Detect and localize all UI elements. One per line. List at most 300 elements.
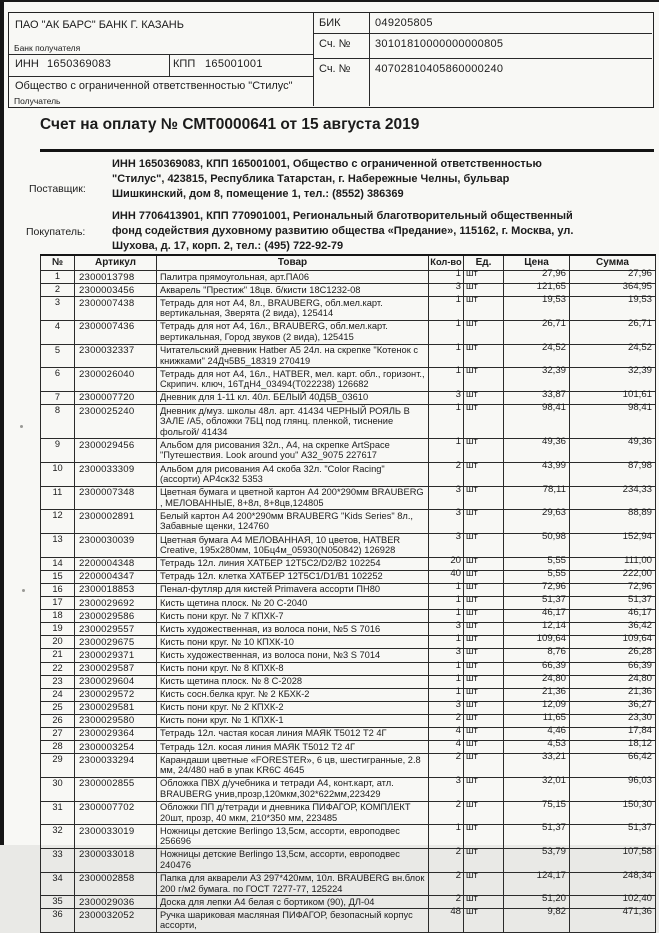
row-number-cell: 10 <box>41 463 75 487</box>
price-cell: 4,53 <box>504 741 570 754</box>
price-cell: 33,21 <box>504 754 570 778</box>
unit-cell: шт <box>464 297 504 321</box>
price-cell: 12,14 <box>504 623 570 636</box>
product-cell: Пенал-футляр для кистей Primavera ассорти ПН80 <box>157 583 429 596</box>
price-cell: 24,80 <box>504 675 570 688</box>
sum-cell: 46,17 <box>570 610 656 623</box>
sum-cell: 36,27 <box>570 701 656 714</box>
price-cell: 50,98 <box>504 534 570 558</box>
row-number-cell: 30 <box>41 777 75 801</box>
qty-cell: 1 <box>429 583 464 596</box>
price-cell: 9,82 <box>504 909 570 933</box>
payee-name: Общество с ограниченной ответственностью "Стилус" <box>15 80 293 92</box>
price-cell: 98,41 <box>504 405 570 439</box>
price-cell: 24,52 <box>504 344 570 368</box>
table-row <box>41 825 656 849</box>
article-cell: 2300029036 <box>75 896 157 909</box>
qty-cell: 2 <box>429 754 464 778</box>
price-cell: 121,65 <box>504 284 570 297</box>
product-cell: Дневник для 1-11 кл. 40л. БЕЛЫЙ 40Д5В_03610 <box>157 391 429 404</box>
price-cell: 53,79 <box>504 848 570 872</box>
article-cell: 2300033019 <box>75 825 157 849</box>
product-cell: Тетрадь 12л. линия ХАТБЕР 12Т5С2/D2/В2 102254 <box>157 557 429 570</box>
article-cell: 2300029557 <box>75 623 157 636</box>
article-cell: 2300007436 <box>75 320 157 344</box>
sum-cell: 21,36 <box>570 688 656 701</box>
article-cell: 2300030039 <box>75 534 157 558</box>
qty-cell: 1 <box>429 344 464 368</box>
corr-account-value: 30101810000000000805 <box>375 38 504 50</box>
qty-cell: 40 <box>429 570 464 583</box>
qty-cell: 3 <box>429 534 464 558</box>
price-cell: 11,65 <box>504 714 570 727</box>
price-cell: 12,09 <box>504 701 570 714</box>
sum-cell: 32,39 <box>570 368 656 392</box>
bank-label: Банк получателя <box>14 43 81 53</box>
items-table <box>40 254 656 933</box>
table-row <box>41 405 656 439</box>
unit-cell: шт <box>464 597 504 610</box>
divider <box>369 13 370 106</box>
sum-cell: 18,12 <box>570 741 656 754</box>
row-number-cell: 25 <box>41 701 75 714</box>
product-cell: Тетрадь 12л. частая косая линия МАЯК Т5012 Т2 4Г <box>157 727 429 740</box>
unit-cell: шт <box>464 486 504 510</box>
sum-cell: 471,36 <box>570 909 656 933</box>
qty-cell: 2 <box>429 872 464 896</box>
qty-cell: 1 <box>429 439 464 463</box>
product-cell: Кисть щетина плоск. № 8 С-2028 <box>157 675 429 688</box>
inn-value: 1650369083 <box>47 58 112 70</box>
row-number-cell: 7 <box>41 391 75 404</box>
product-cell: Акварель "Престиж" 18цв. б/кисти 18С1232-08 <box>157 284 429 297</box>
product-cell: Кисть пони круг. № 8 КПХК-8 <box>157 662 429 675</box>
price-cell: 27,96 <box>504 271 570 284</box>
table-row <box>41 909 656 933</box>
article-cell: 2300029364 <box>75 727 157 740</box>
qty-cell: 3 <box>429 649 464 662</box>
article-cell: 2300007702 <box>75 801 157 825</box>
article-cell: 2300002858 <box>75 872 157 896</box>
product-cell: Альбом для рисования 32л., А4, на скрепке ArtSpace "Путешествия. Look around you" А32_9075 227617 <box>157 439 429 463</box>
row-number-cell: 28 <box>41 741 75 754</box>
table-row <box>41 320 656 344</box>
product-cell: Обложка ПВХ д/учебника и тетради А4, конт.карт, атл. BRAUBERG унив,прозр,120мкм,302*622мм,223429 <box>157 777 429 801</box>
account-value: 40702810405860000240 <box>375 63 504 75</box>
product-cell: Цветная бумага и цветной картон А4 200*290мм BRAUBERG , МЕЛОВАННЫЕ, 8+8л, 8+8цв,124805 <box>157 486 429 510</box>
article-cell: 2300026040 <box>75 368 157 392</box>
row-number-cell: 26 <box>41 714 75 727</box>
table-row <box>41 368 656 392</box>
inn-label: ИНН <box>15 58 39 70</box>
supplier-label: Поставщик: <box>29 183 86 195</box>
product-cell: Кисть художественная, из волоса пони, №3 S 7014 <box>157 649 429 662</box>
unit-cell: шт <box>464 727 504 740</box>
row-number-cell: 32 <box>41 825 75 849</box>
sum-cell: 96,03 <box>570 777 656 801</box>
qty-cell: 2 <box>429 848 464 872</box>
payee-label: Получатель <box>14 96 61 106</box>
price-cell: 26,71 <box>504 320 570 344</box>
price-cell: 66,39 <box>504 662 570 675</box>
price-cell: 51,20 <box>504 896 570 909</box>
row-number-cell: 20 <box>41 636 75 649</box>
row-number-cell: 33 <box>41 848 75 872</box>
divider <box>169 54 170 76</box>
unit-cell: шт <box>464 741 504 754</box>
unit-cell: шт <box>464 271 504 284</box>
unit-cell: шт <box>464 583 504 596</box>
kpp-label: КПП <box>173 58 196 70</box>
product-cell: Альбом для рисования А4 скоба 32л. "Color Racing" (ассорти) АР4ск32 5353 <box>157 463 429 487</box>
article-cell: 2300002891 <box>75 510 157 534</box>
unit-cell: шт <box>464 777 504 801</box>
qty-cell: 3 <box>429 777 464 801</box>
unit-cell: шт <box>464 909 504 933</box>
header-price: Цена <box>504 255 570 271</box>
sum-cell: 87,98 <box>570 463 656 487</box>
sum-cell: 152,94 <box>570 534 656 558</box>
article-cell: 2300029580 <box>75 714 157 727</box>
sum-cell: 27,96 <box>570 271 656 284</box>
unit-cell: шт <box>464 701 504 714</box>
header-sum: Сумма <box>570 255 656 271</box>
row-number-cell: 34 <box>41 872 75 896</box>
sum-cell: 88,89 <box>570 510 656 534</box>
sum-cell: 364,95 <box>570 284 656 297</box>
row-number-cell: 2 <box>41 284 75 297</box>
qty-cell: 4 <box>429 727 464 740</box>
sum-cell: 109,64 <box>570 636 656 649</box>
unit-cell: шт <box>464 344 504 368</box>
price-cell: 32,01 <box>504 777 570 801</box>
qty-cell: 48 <box>429 909 464 933</box>
price-cell: 78,11 <box>504 486 570 510</box>
article-cell: 2300013798 <box>75 271 157 284</box>
qty-cell: 1 <box>429 825 464 849</box>
price-cell: 124,17 <box>504 872 570 896</box>
product-cell: Доска для лепки А4 белая с бортиком (90), ДЛ-04 <box>157 896 429 909</box>
qty-cell: 3 <box>429 284 464 297</box>
unit-cell: шт <box>464 848 504 872</box>
sum-cell: 19,53 <box>570 297 656 321</box>
unit-cell: шт <box>464 439 504 463</box>
row-number-cell: 4 <box>41 320 75 344</box>
table-row <box>41 439 656 463</box>
price-cell: 46,17 <box>504 610 570 623</box>
unit-cell: шт <box>464 662 504 675</box>
row-number-cell: 14 <box>41 557 75 570</box>
product-cell: Обложки ПП д/тетради и дневника ПИФАГОР, КОМПЛЕКТ 20шт, прозр, 40 мкм, 210*350 мм, 223485 <box>157 801 429 825</box>
unit-cell: шт <box>464 636 504 649</box>
bik-label: БИК <box>319 17 341 29</box>
qty-cell: 1 <box>429 688 464 701</box>
article-cell: 2300033309 <box>75 463 157 487</box>
price-cell: 32,39 <box>504 368 570 392</box>
row-number-cell: 1 <box>41 271 75 284</box>
unit-cell: шт <box>464 610 504 623</box>
unit-cell: шт <box>464 649 504 662</box>
sum-cell: 222,00 <box>570 570 656 583</box>
unit-cell: шт <box>464 368 504 392</box>
product-cell: Кисть пони круг. № 2 КПХК-2 <box>157 701 429 714</box>
qty-cell: 3 <box>429 391 464 404</box>
unit-cell: шт <box>464 284 504 297</box>
qty-cell: 1 <box>429 271 464 284</box>
divider <box>9 54 313 55</box>
sum-cell: 24,52 <box>570 344 656 368</box>
product-cell: Ручка шариковая масляная ПИФАГОР, безопасный корпус ассорти, <box>157 909 429 933</box>
article-cell: 2300029572 <box>75 688 157 701</box>
sum-cell: 66,39 <box>570 662 656 675</box>
unit-cell: шт <box>464 320 504 344</box>
row-number-cell: 24 <box>41 688 75 701</box>
article-cell: 2300029692 <box>75 597 157 610</box>
product-cell: Палитра прямоугольная, арт.ПА06 <box>157 271 429 284</box>
qty-cell: 1 <box>429 662 464 675</box>
article-cell: 2300003456 <box>75 284 157 297</box>
unit-cell: шт <box>464 688 504 701</box>
price-cell: 8,76 <box>504 649 570 662</box>
qty-cell: 2 <box>429 896 464 909</box>
account-label: Сч. № <box>319 63 351 75</box>
supplier-text: ИНН 1650369083, КПП 165001001, Общество с ограниченной ответственностью "Стилус", 423815, Республика Татарстан, г. Набережные Челны, бульвар Шишкинский, дом 8, помещение 1, тел.: (8552) 386369 <box>112 158 542 200</box>
product-cell: Дневник д/муз. школы 48л. арт. 41434 ЧЕРНЫЙ РОЯЛЬ В ЗАЛЕ /А5, обложки 7БЦ под глянц. пленкой, тиснение фольгой/ 41434 <box>157 405 429 439</box>
qty-cell: 1 <box>429 405 464 439</box>
bik-value: 049205805 <box>375 17 433 29</box>
sum-cell: 66,42 <box>570 754 656 778</box>
qty-cell: 2 <box>429 801 464 825</box>
row-number-cell: 17 <box>41 597 75 610</box>
row-number-cell: 27 <box>41 727 75 740</box>
row-number-cell: 29 <box>41 754 75 778</box>
price-cell: 19,53 <box>504 297 570 321</box>
row-number-cell: 18 <box>41 610 75 623</box>
unit-cell: шт <box>464 534 504 558</box>
sum-cell: 24,80 <box>570 675 656 688</box>
row-number-cell: 31 <box>41 801 75 825</box>
product-cell: Карандаши цветные «FORESTER», 6 цв, шестигранные, 2.8 мм, 24/480 наб в упак KR6C 4645 <box>157 754 429 778</box>
qty-cell: 1 <box>429 368 464 392</box>
price-cell: 51,37 <box>504 597 570 610</box>
unit-cell: шт <box>464 391 504 404</box>
unit-cell: шт <box>464 463 504 487</box>
sum-cell: 51,37 <box>570 597 656 610</box>
qty-cell: 3 <box>429 510 464 534</box>
sum-cell: 248,34 <box>570 872 656 896</box>
unit-cell: шт <box>464 675 504 688</box>
qty-cell: 1 <box>429 610 464 623</box>
article-cell: 2300029604 <box>75 675 157 688</box>
qty-cell: 1 <box>429 297 464 321</box>
article-cell: 2300007720 <box>75 391 157 404</box>
unit-cell: шт <box>464 825 504 849</box>
qty-cell: 2 <box>429 463 464 487</box>
article-cell: 2200004348 <box>75 557 157 570</box>
sum-cell: 51,37 <box>570 825 656 849</box>
scan-speck <box>22 589 25 592</box>
price-cell: 51,37 <box>504 825 570 849</box>
sum-cell: 111,00 <box>570 557 656 570</box>
header-product: Товар <box>157 255 429 271</box>
unit-cell: шт <box>464 570 504 583</box>
product-cell: Белый картон А4 200*290мм BRAUBERG "Kids Series" 8л., Забавные щенки, 124760 <box>157 510 429 534</box>
invoice-title: Счет на оплату № СМТ0000641 от 15 августа 2019 <box>40 116 420 133</box>
sum-cell: 72,96 <box>570 583 656 596</box>
article-cell: 2300007438 <box>75 297 157 321</box>
scan-edge-top <box>0 0 659 2</box>
qty-cell: 1 <box>429 320 464 344</box>
unit-cell: шт <box>464 714 504 727</box>
product-cell: Тетрадь для нот А4, 16л., HATBER, мел. карт. обл., горизонт., Скрипич. ключ, 16ТдН4_03494(Т022238) 126682 <box>157 368 429 392</box>
row-number-cell: 36 <box>41 909 75 933</box>
product-cell: Ножницы детские Berlingo 13,5см, ассорти, европодвес 256696 <box>157 825 429 849</box>
article-cell: 2300032337 <box>75 344 157 368</box>
table-row <box>41 848 656 872</box>
qty-cell: 1 <box>429 675 464 688</box>
sum-cell: 26,71 <box>570 320 656 344</box>
product-cell: Ножницы детские Berlingo 13,5см, ассорти, европодвес 240476 <box>157 848 429 872</box>
row-number-cell: 22 <box>41 662 75 675</box>
article-cell: 2300029586 <box>75 610 157 623</box>
unit-cell: шт <box>464 510 504 534</box>
product-cell: Тетрадь 12л. косая линия МАЯК Т5012 Т2 4Г <box>157 741 429 754</box>
product-cell: Кисть художественная, из волоса пони, №5 S 7016 <box>157 623 429 636</box>
table-row <box>41 754 656 778</box>
product-cell: Тетрадь для нот А4, 16л., BRAUBERG, обл.мел.карт. вертикальная, Город звуков (2 вида), 125415 <box>157 320 429 344</box>
article-cell: 2300025240 <box>75 405 157 439</box>
article-cell: 2200004347 <box>75 570 157 583</box>
sum-cell: 36,42 <box>570 623 656 636</box>
sum-cell: 23,30 <box>570 714 656 727</box>
product-cell: Кисть пони круг. № 7 КПХК-7 <box>157 610 429 623</box>
corr-account-label: Сч. № <box>319 38 351 50</box>
sum-cell: 98,41 <box>570 405 656 439</box>
bank-requisites-box <box>8 12 654 108</box>
sum-cell: 102,40 <box>570 896 656 909</box>
article-cell: 2300007348 <box>75 486 157 510</box>
row-number-cell: 9 <box>41 439 75 463</box>
kpp-value: 165001001 <box>205 58 263 70</box>
qty-cell: 3 <box>429 701 464 714</box>
article-cell: 2300029675 <box>75 636 157 649</box>
unit-cell: шт <box>464 754 504 778</box>
table-row <box>41 463 656 487</box>
article-cell: 2300002855 <box>75 777 157 801</box>
divider <box>9 76 313 77</box>
price-cell: 5,55 <box>504 557 570 570</box>
price-cell: 33,87 <box>504 391 570 404</box>
row-number-cell: 16 <box>41 583 75 596</box>
price-cell: 49,36 <box>504 439 570 463</box>
row-number-cell: 35 <box>41 896 75 909</box>
product-cell: Тетрадь 12л. клетка ХАТБЕР 12Т5С1/D1/В1 102252 <box>157 570 429 583</box>
unit-cell: шт <box>464 623 504 636</box>
sum-cell: 101,61 <box>570 391 656 404</box>
article-cell: 2300033294 <box>75 754 157 778</box>
product-cell: Кисть щетина плоск. № 20 С-2040 <box>157 597 429 610</box>
qty-cell: 20 <box>429 557 464 570</box>
sum-cell: 49,36 <box>570 439 656 463</box>
price-cell: 4,46 <box>504 727 570 740</box>
price-cell: 72,96 <box>504 583 570 596</box>
row-number-cell: 19 <box>41 623 75 636</box>
qty-cell: 1 <box>429 636 464 649</box>
row-number-cell: 8 <box>41 405 75 439</box>
product-cell: Кисть пони круг. № 1 КПХК-1 <box>157 714 429 727</box>
qty-cell: 2 <box>429 714 464 727</box>
sum-cell: 150,30 <box>570 801 656 825</box>
row-number-cell: 23 <box>41 675 75 688</box>
scan-edge-left <box>0 0 4 845</box>
article-cell: 2300029456 <box>75 439 157 463</box>
buyer-text: ИНН 7706413901, КПП 770901001, Региональный благотворительный общественный фонд содействия духовному развитию общества «Предание», 115162, г. Москва, ул. Шухова, д. 17, корп. 2, тел.: (495) 722-92-79 <box>112 210 574 252</box>
row-number-cell: 11 <box>41 486 75 510</box>
divider <box>313 58 652 59</box>
header-article: Артикул <box>75 255 157 271</box>
divider <box>313 33 652 34</box>
product-cell: Кисть пони круг. № 10 КПХК-10 <box>157 636 429 649</box>
row-number-cell: 13 <box>41 534 75 558</box>
product-cell: Кисть сосн.белка круг. № 2 КБХК-2 <box>157 688 429 701</box>
price-cell: 29,63 <box>504 510 570 534</box>
price-cell: 5,55 <box>504 570 570 583</box>
row-number-cell: 6 <box>41 368 75 392</box>
scan-speck <box>20 425 23 428</box>
items-body <box>41 268 656 933</box>
row-number-cell: 15 <box>41 570 75 583</box>
qty-cell: 1 <box>429 597 464 610</box>
article-cell: 2300029371 <box>75 649 157 662</box>
product-cell: Читательский дневник Hatber А5 24л. на скрепке "Котенок с книжками" 24Дч5В5_18319 270419 <box>157 344 429 368</box>
qty-cell: 3 <box>429 486 464 510</box>
product-cell: Папка для акварели А3 297*420мм, 10л. BRAUBERG вн.блок 200 г/м2 бумага. по ГОСТ 7277-77, 125224 <box>157 872 429 896</box>
header-unit: Ед. <box>464 255 504 271</box>
article-cell: 2300003254 <box>75 741 157 754</box>
product-cell: Тетрадь для нот А4, 8л., BRAUBERG, обл.мел.карт. вертикальная, Зверята (2 вида), 125414 <box>157 297 429 321</box>
price-cell: 75,15 <box>504 801 570 825</box>
unit-cell: шт <box>464 896 504 909</box>
header-qty: Кол-во <box>429 255 464 271</box>
row-number-cell: 21 <box>41 649 75 662</box>
sum-cell: 17,84 <box>570 727 656 740</box>
unit-cell: шт <box>464 557 504 570</box>
price-cell: 43,99 <box>504 463 570 487</box>
article-cell: 2300029581 <box>75 701 157 714</box>
row-number-cell: 5 <box>41 344 75 368</box>
bank-name: ПАО "АК БАРС" БАНК Г. КАЗАНЬ <box>15 19 184 31</box>
sum-cell: 26,28 <box>570 649 656 662</box>
product-cell: Цветная бумага А4 МЕЛОВАННАЯ, 10 цветов, HATBER Creative, 195x280мм, 10Бц4м_05930(N050842) 126928 <box>157 534 429 558</box>
divider <box>313 13 314 106</box>
title-rule <box>40 149 654 152</box>
table-row <box>41 777 656 801</box>
article-cell: 2300033018 <box>75 848 157 872</box>
sum-cell: 107,58 <box>570 848 656 872</box>
article-cell: 2300032052 <box>75 909 157 933</box>
article-cell: 2300029587 <box>75 662 157 675</box>
buyer-label: Покупатель: <box>26 226 86 238</box>
sum-cell: 234,33 <box>570 486 656 510</box>
row-number-cell: 3 <box>41 297 75 321</box>
table-row <box>41 297 656 321</box>
unit-cell: шт <box>464 801 504 825</box>
row-number-cell: 12 <box>41 510 75 534</box>
price-cell: 21,36 <box>504 688 570 701</box>
table-row <box>41 534 656 558</box>
unit-cell: шт <box>464 405 504 439</box>
qty-cell: 3 <box>429 623 464 636</box>
